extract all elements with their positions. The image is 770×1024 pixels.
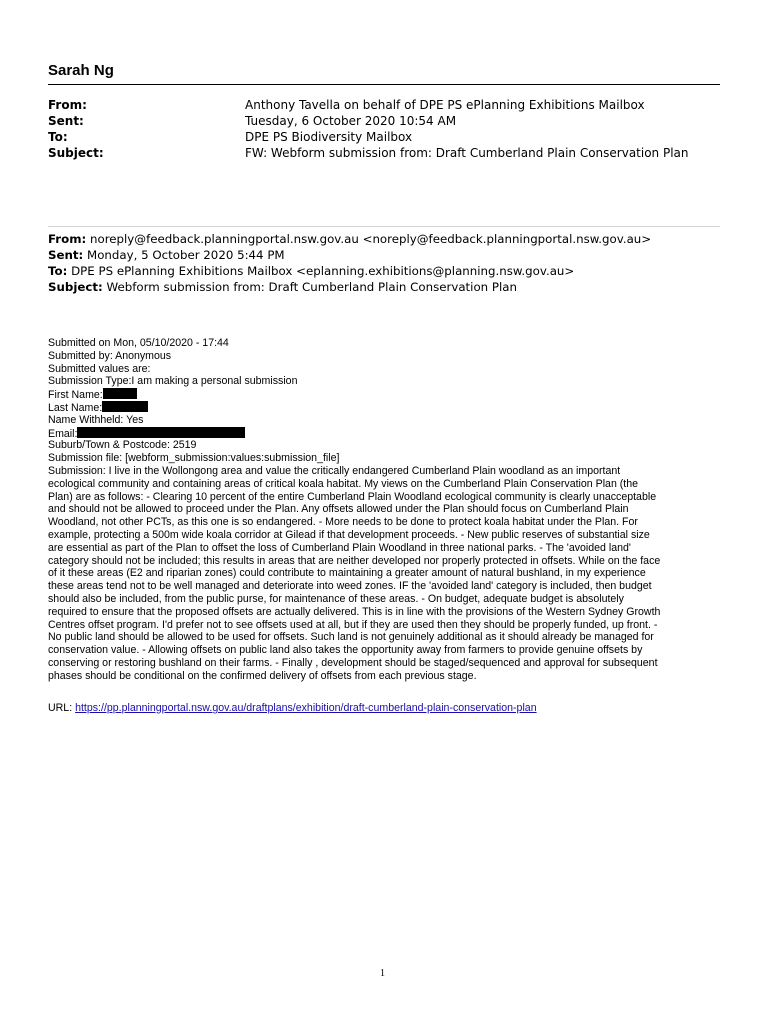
submission-body-line: conserving or restoring bushland on their farms. - Finally , development should be staged/sequenced and approval for subsequent [48, 656, 658, 669]
last-name-label: Last Name: [48, 401, 103, 414]
last-name-row [48, 401, 728, 414]
forwarded-sent-label: Sent: [48, 248, 84, 262]
forwarded-to-value: DPE PS ePlanning Exhibitions Mailbox <eplanning.exhibitions@planning.nsw.gov.au> [71, 264, 575, 278]
header-subject-value: FW: Webform submission from: Draft Cumberland Plain Conservation Plan [245, 146, 689, 160]
mailbox-owner-name: Sarah Ng [48, 62, 114, 79]
submitted-by: Submitted by: Anonymous [48, 349, 172, 362]
forwarded-to-label: To: [48, 264, 68, 278]
submitted-on: Submitted on Mon, 05/10/2020 - 17:44 [48, 337, 229, 349]
submission-body-line: Submission: I live in the Wollongong area and value the critically endangered Cumberland Plain woodland as an important [48, 464, 621, 477]
submission-body-line: phases should be conditional on the confirmed delivery of offsets from each previous stage. [48, 669, 477, 682]
submission-body-line: example, protecting a 500m wide koala corridor at Gilead if that development proceeds. - New public reserves of substantial size [48, 528, 650, 541]
first-name-label: First Name: [48, 389, 103, 402]
forwarded-to-row [48, 264, 574, 278]
submission-body [48, 465, 728, 683]
email-label: Email: [48, 427, 78, 440]
header-from-label: From: [48, 98, 87, 112]
owner-divider [48, 84, 720, 85]
email-redaction [77, 427, 245, 438]
submission-body-line: and should not be allowed to proceed under the Plan. Any offsets allowed under the Plan should focus on Cumberland Plain [48, 503, 629, 516]
forwarded-sent-value: Monday, 5 October 2020 5:44 PM [87, 248, 285, 262]
submitted-values-heading: Submitted values are: [48, 362, 151, 375]
submission-file: Submission file: [webform_submission:values:submission_file] [48, 452, 340, 465]
submission-body-line: Centres offset program. I'd prefer not to see offsets used at all, but if they are used then they should be properly funded, up front. - [48, 618, 658, 631]
submission-body-line: No public land should be allowed to be used for offsets. Such land is not genuinely additional as it should already be managed for [48, 631, 654, 644]
first-name-redaction [103, 388, 137, 399]
submission-body-line: Woodland, not other PCTs, as this one is so endangered. - More needs to be done to protect koala habitat under the Plan. For [48, 516, 638, 529]
name-withheld: Name Withheld: Yes [48, 413, 144, 426]
submission-body-line: ecological community and containing areas of critical koala habitat. My views on the Cumberland Plain Conservation Plan (the [48, 477, 639, 490]
submission-body-line: category should not be included; this results in areas that are neither developed nor properly protected in offsets. While on the face [48, 554, 661, 567]
header-to-value: DPE PS Biodiversity Mailbox [245, 130, 413, 144]
forwarded-from-row [48, 232, 651, 246]
header-subject-label: Subject: [48, 146, 104, 160]
forwarded-subject-value: Webform submission from: Draft Cumberland Plain Conservation Plan [106, 280, 518, 294]
forwarded-subject-label: Subject: [48, 280, 103, 294]
suburb-postcode: Suburb/Town & Postcode: 2519 [48, 439, 197, 452]
header-from-value: Anthony Tavella on behalf of DPE PS ePlanning Exhibitions Mailbox [245, 98, 645, 112]
forwarded-from-value: noreply@feedback.planningportal.nsw.gov.au <noreply@feedback.planningportal.nsw.gov.au> [90, 232, 652, 246]
url-label: URL: [48, 702, 73, 714]
last-name-redaction [102, 401, 148, 412]
header-sent-label: Sent: [48, 114, 84, 128]
forwarded-subject-row [48, 280, 517, 294]
submission-body-line: required to ensure that the proposed offsets are actually delivered. This is in line with the provisions of the Western Sydney Growth [48, 605, 661, 618]
first-name-row [48, 388, 728, 401]
forwarded-sent-row [48, 248, 285, 262]
header-sent-value: Tuesday, 6 October 2020 10:54 AM [245, 114, 457, 128]
submission-body-line: these areas tend not to be well managed and deteriorate into weed zones. IF the 'avoided land' category is included, then budget [48, 580, 652, 593]
header-to-label: To: [48, 130, 68, 144]
email-row [48, 427, 728, 440]
forwarded-from-label: From: [48, 232, 87, 246]
submission-body-line: Plan) are as follows: - Clearing 10 percent of the entire Cumberland Plain Woodland ecological community is clearly unacceptable [48, 490, 657, 503]
submission-block [48, 337, 728, 683]
submission-body-line: conservation value. - Allowing offsets on public land also takes the opportunity away from farmers to provide genuine offsets by [48, 644, 643, 657]
submission-type: Submission Type:I am making a personal submission [48, 375, 298, 388]
submission-body-line: of it these areas (E2 and riparian zones) could contribute to maintaining a greater amount of natural bushland, in my experience [48, 567, 646, 580]
url-row [48, 702, 537, 714]
page-number: 1 [380, 968, 385, 979]
submission-body-line: should also be included, from the public purse, for maintenance of these areas. - On budget, adequate budget is absolutely [48, 592, 624, 605]
forward-divider [48, 226, 720, 227]
submission-url-link[interactable]: https://pp.planningportal.nsw.gov.au/draftplans/exhibition/draft-cumberland-plain-conservation-plan [75, 702, 537, 714]
submission-body-line: are essential as part of the Plan to offset the loss of Cumberland Plain Woodland in three national parks. - The 'avoided land' [48, 541, 631, 554]
